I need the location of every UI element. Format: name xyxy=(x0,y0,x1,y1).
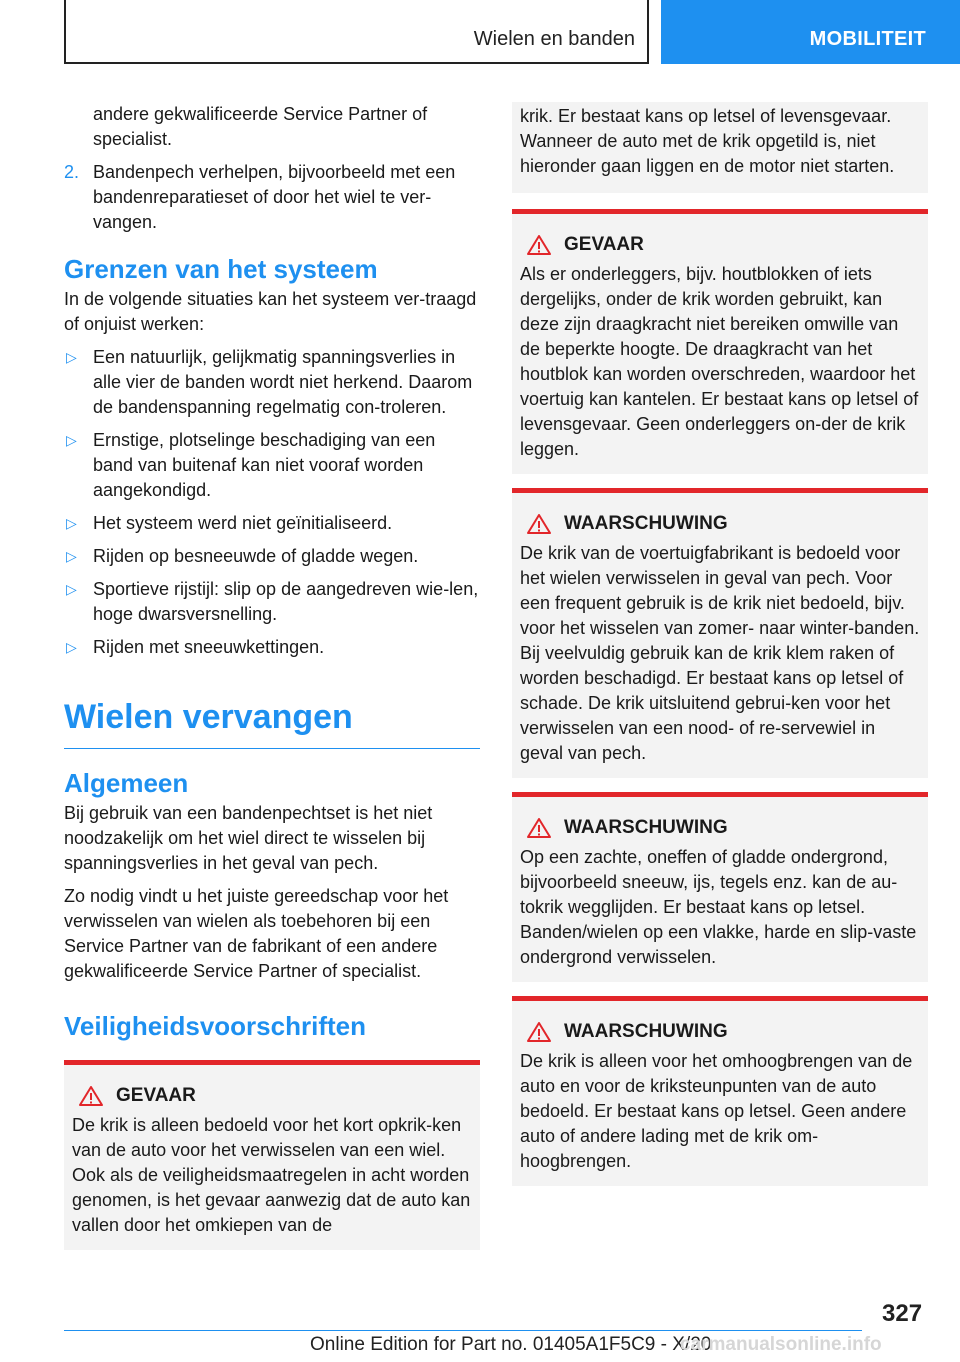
warning-triangle-icon xyxy=(526,513,552,535)
warning-label: GEVAAR xyxy=(116,1085,196,1106)
list-item xyxy=(64,544,480,569)
list-item xyxy=(64,345,480,420)
footer-edition: Online Edition for Part no. 01405A1F5C9 - X/20 xyxy=(310,1334,712,1355)
triangle-bullet-icon: ▷ xyxy=(66,581,77,597)
general-paragraph-2: Zo nodig vindt u het juiste gereedschap voor het verwisselen van wielen als toebehoren bij een Service Partner van de fabrikant of een andere gekwalificeerde Service Partner of specialist. xyxy=(64,886,449,981)
warning-label: WAARSCHUWING xyxy=(564,817,728,838)
warning-text: De krik van de voertuigfabrikant is bedoeld voor het wielen verwisselen in geval van pech. Voor een frequent gebruik is de krik niet bedoeld, bijv. voor het wisselen van zomer- naar winter-banden. Bij veelvuldig gebruik kan de krik klem raken of worden beschadigd. Er bestaat kans op letsel of schade. De krik uitsluitend gebrui-ken voor het verwisselen van een nood- of re-servewiel in geval van pech. xyxy=(520,543,920,763)
list-item xyxy=(64,428,480,503)
page-number: 327 xyxy=(882,1300,923,1327)
danger-box xyxy=(64,1060,480,1250)
triangle-bullet-icon: ▷ xyxy=(66,432,77,448)
limits-heading: Grenzen van het systeem xyxy=(64,254,378,284)
triangle-bullet-icon: ▷ xyxy=(66,639,77,655)
step-text: Bandenpech verhelpen, bijvoorbeeld met een bandenreparatieset of door het wiel te ver-vangen. xyxy=(93,162,456,232)
warning-text: De krik is alleen voor het omhoogbrengen van de auto en voor de kriksteunpunten van de auto bedoeld. Er bestaat kans op letsel. Geen andere auto of andere lading met de krik om-hoogbrengen. xyxy=(520,1051,913,1171)
general-paragraph-1: Bij gebruik van een bandenpechtset is het niet noodzakelijk om het wiel direct te wisselen bij spanningsverlies in het geval van pech. xyxy=(64,803,433,873)
list-item-text: Rijden met sneeuwkettingen. xyxy=(93,637,325,657)
right-column xyxy=(512,102,928,1200)
footer-divider xyxy=(64,1330,862,1331)
warning-label: WAARSCHUWING xyxy=(564,1021,728,1042)
numbered-step-2 xyxy=(64,160,480,235)
warning-header xyxy=(520,1021,920,1043)
warning-triangle-icon xyxy=(526,234,552,256)
warning-header xyxy=(520,234,920,256)
danger-box xyxy=(512,209,928,474)
warning-text: Als er onderleggers, bijv. houtblokken of iets dergelijks, onder de krik worden gebruikt, kan deze zijn draagkracht niet bereiken omwille van de beperkte hoogte. De draagkracht van het houtblok kan worden overschreden, waardoor het voertuig kan kantelen. Er bestaat kans op letsel of levensgevaar. Geen onderleggers on-der de krik leggen. xyxy=(520,264,919,459)
header-section-title: Wielen en banden xyxy=(473,28,635,50)
triangle-bullet-icon: ▷ xyxy=(66,515,77,531)
left-column xyxy=(64,102,480,1250)
warning-text: De krik is alleen bedoeld voor het kort opkrik-ken van de auto voor het verwisselen van een wiel. Ook als de veiligheidsmaatregelen in acht worden genomen, is het gevaar aanwezig dat de auto kan vallen door het omkiepen van de xyxy=(72,1115,471,1235)
general-heading: Algemeen xyxy=(64,768,189,798)
continued-danger-box xyxy=(512,102,928,193)
intro-continuation: andere gekwalificeerde Service Partner of specialist. xyxy=(93,104,428,149)
warning-triangle-icon xyxy=(526,817,552,839)
warning-label: WAARSCHUWING xyxy=(564,513,728,534)
list-item-text: Rijden op besneeuwde of gladde wegen. xyxy=(93,546,419,566)
warning-triangle-icon xyxy=(526,1021,552,1043)
warning-header xyxy=(520,817,920,839)
warning-text: Op een zachte, oneffen of gladde ondergrond, bijvoorbeeld sneeuw, ijs, tegels enz. kan de au-tokrik wegglijden. Er bestaat kans op letsel. Banden/wielen op een vlakke, harde en slip-vaste ondergrond verwisselen. xyxy=(520,847,917,967)
triangle-bullet-icon: ▷ xyxy=(66,548,77,564)
footer-watermark: carmanualsonline.info xyxy=(680,1334,882,1355)
safety-heading: Veiligheidsvoorschriften xyxy=(64,1011,366,1041)
warning-box xyxy=(512,792,928,982)
header-section-tab xyxy=(64,0,649,64)
list-item xyxy=(64,635,480,660)
list-item-text: Sportieve rijstijl: slip op de aangedreven wie-len, hoge dwarsversnelling. xyxy=(93,579,479,624)
warning-box xyxy=(512,996,928,1186)
list-item xyxy=(64,577,480,627)
list-item-text: Het systeem werd niet geïnitialiseerd. xyxy=(93,513,393,533)
list-item-text: Ernstige, plotselinge beschadiging van een band van buitenaf kan niet vooraf worden aangekondigd. xyxy=(93,430,436,500)
main-heading: Wielen vervangen xyxy=(64,696,480,749)
step-number: 2. xyxy=(64,162,80,182)
list-item-text: Een natuurlijk, gelijkmatig spanningsverlies in alle vier de banden wordt niet herkend. Daarom de bandenspanning regelmatig con-troleren. xyxy=(93,347,473,417)
warning-header xyxy=(72,1085,472,1107)
warning-triangle-icon xyxy=(78,1085,104,1107)
header-chapter-title: MOBILITEIT xyxy=(809,28,926,50)
triangle-bullet-icon: ▷ xyxy=(66,349,77,365)
header-chapter-tab xyxy=(661,0,960,64)
limits-intro: In de volgende situaties kan het systeem ver-traagd of onjuist werken: xyxy=(64,289,477,334)
warning-box xyxy=(512,488,928,778)
continued-text: krik. Er bestaat kans op letsel of levensgevaar. Wanneer de auto met de krik opgetild is, niet hieronder gaan liggen en de motor niet starten. xyxy=(520,106,895,176)
warning-label: GEVAAR xyxy=(564,234,644,255)
list-item xyxy=(64,511,480,536)
warning-header xyxy=(520,513,920,535)
